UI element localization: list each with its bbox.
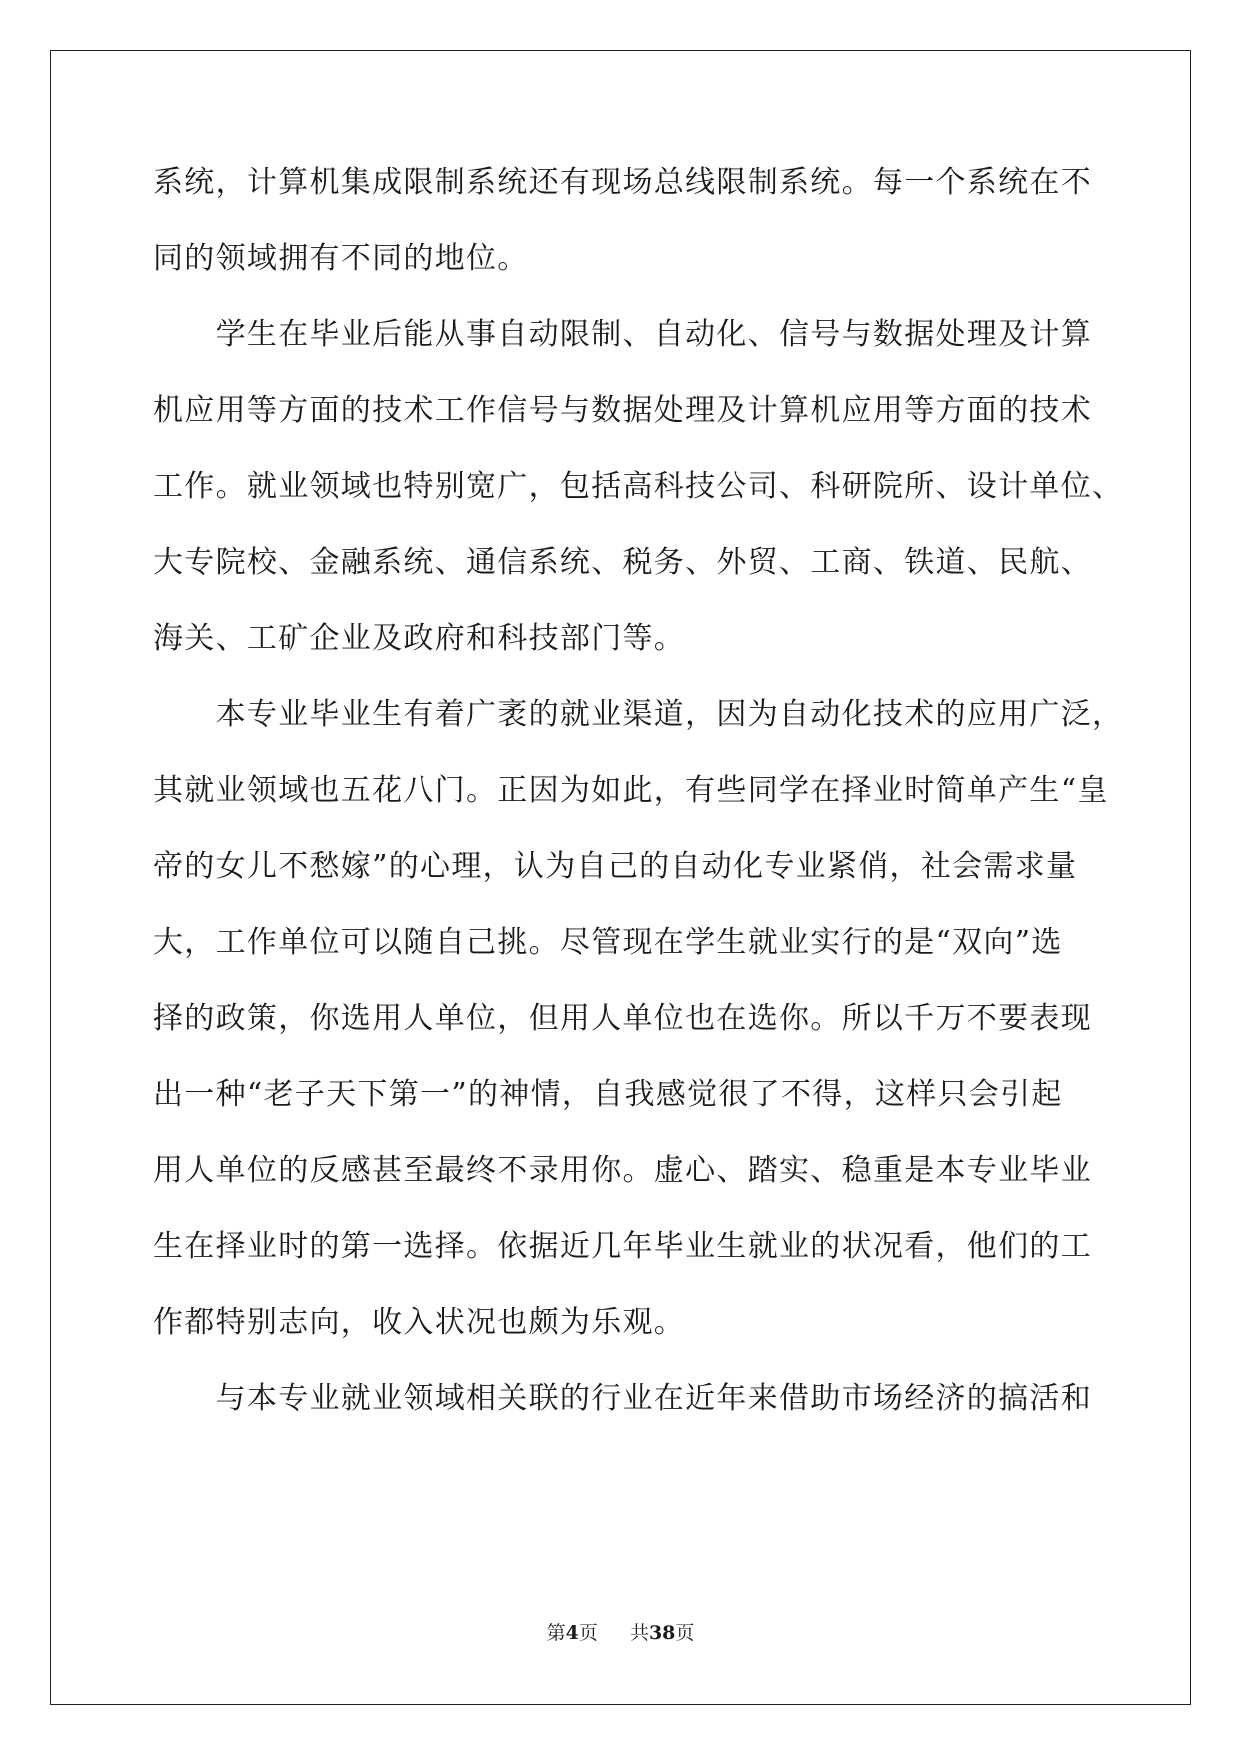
text-line: 其就业领域也五花八门。正因为如此，有些同学在择业时简单产生“皇 — [153, 773, 1109, 808]
text-line: 系统，计算机集成限制系统还有现场总线限制系统。每一个系统在不 — [153, 165, 1092, 200]
text-line: 大，工作单位可以随自己挑。尽管现在学生就业实行的是“双向”选 — [153, 925, 1063, 960]
total-pages: 38 — [648, 1622, 676, 1644]
text-line: 本专业毕业生有着广袤的就业渠道，因为自动化技术的应用广泛， — [153, 697, 1124, 732]
text-line: 学生在毕业后能从事自动限制、自动化、信号与数据处理及计算 — [153, 317, 1092, 352]
page-footer — [0, 1620, 1241, 1646]
text-line: 用人单位的反感甚至最终不录用你。虚心、踏实、稳重是本专业毕业 — [153, 1153, 1092, 1188]
text-line: 与本专业就业领域相关联的行业在近年来借助市场经济的搞活和 — [153, 1381, 1092, 1416]
total-label-suffix: 页 — [675, 1622, 695, 1644]
text-line: 大专院校、金融系统、通信系统、税务、外贸、工商、铁道、民航、 — [153, 545, 1092, 580]
document-body — [153, 162, 1124, 1419]
page-number: 4 — [565, 1622, 579, 1644]
text-line: 作都特别志向，收入状况也颇为乐观。 — [153, 1305, 686, 1340]
text-line: 择的政策，你选用人单位，但用人单位也在选你。所以千万不要表现 — [153, 1001, 1092, 1036]
text-line: 同的领域拥有不同的地位。 — [153, 241, 529, 276]
total-label-prefix: 共 — [629, 1622, 649, 1644]
text-line: 生在择业时的第一选择。依据近几年毕业生就业的状况看，他们的工 — [153, 1229, 1092, 1264]
page-label-prefix: 第 — [546, 1622, 566, 1644]
text-line: 出一种“老子天下第一”的神情，自我感觉很了不得，这样只会引起 — [153, 1077, 1063, 1112]
text-line: 帝的女儿不愁嫁”的心理，认为自己的自动化专业紧俏，社会需求量 — [153, 849, 1078, 884]
text-line: 海关、工矿企业及政府和科技部门等。 — [153, 621, 686, 656]
text-line: 机应用等方面的技术工作信号与数据处理及计算机应用等方面的技术 — [153, 393, 1092, 428]
page-label-suffix: 页 — [578, 1622, 598, 1644]
text-line: 工作。就业领域也特别宽广，包括高科技公司、科研院所、设计单位、 — [153, 469, 1124, 504]
